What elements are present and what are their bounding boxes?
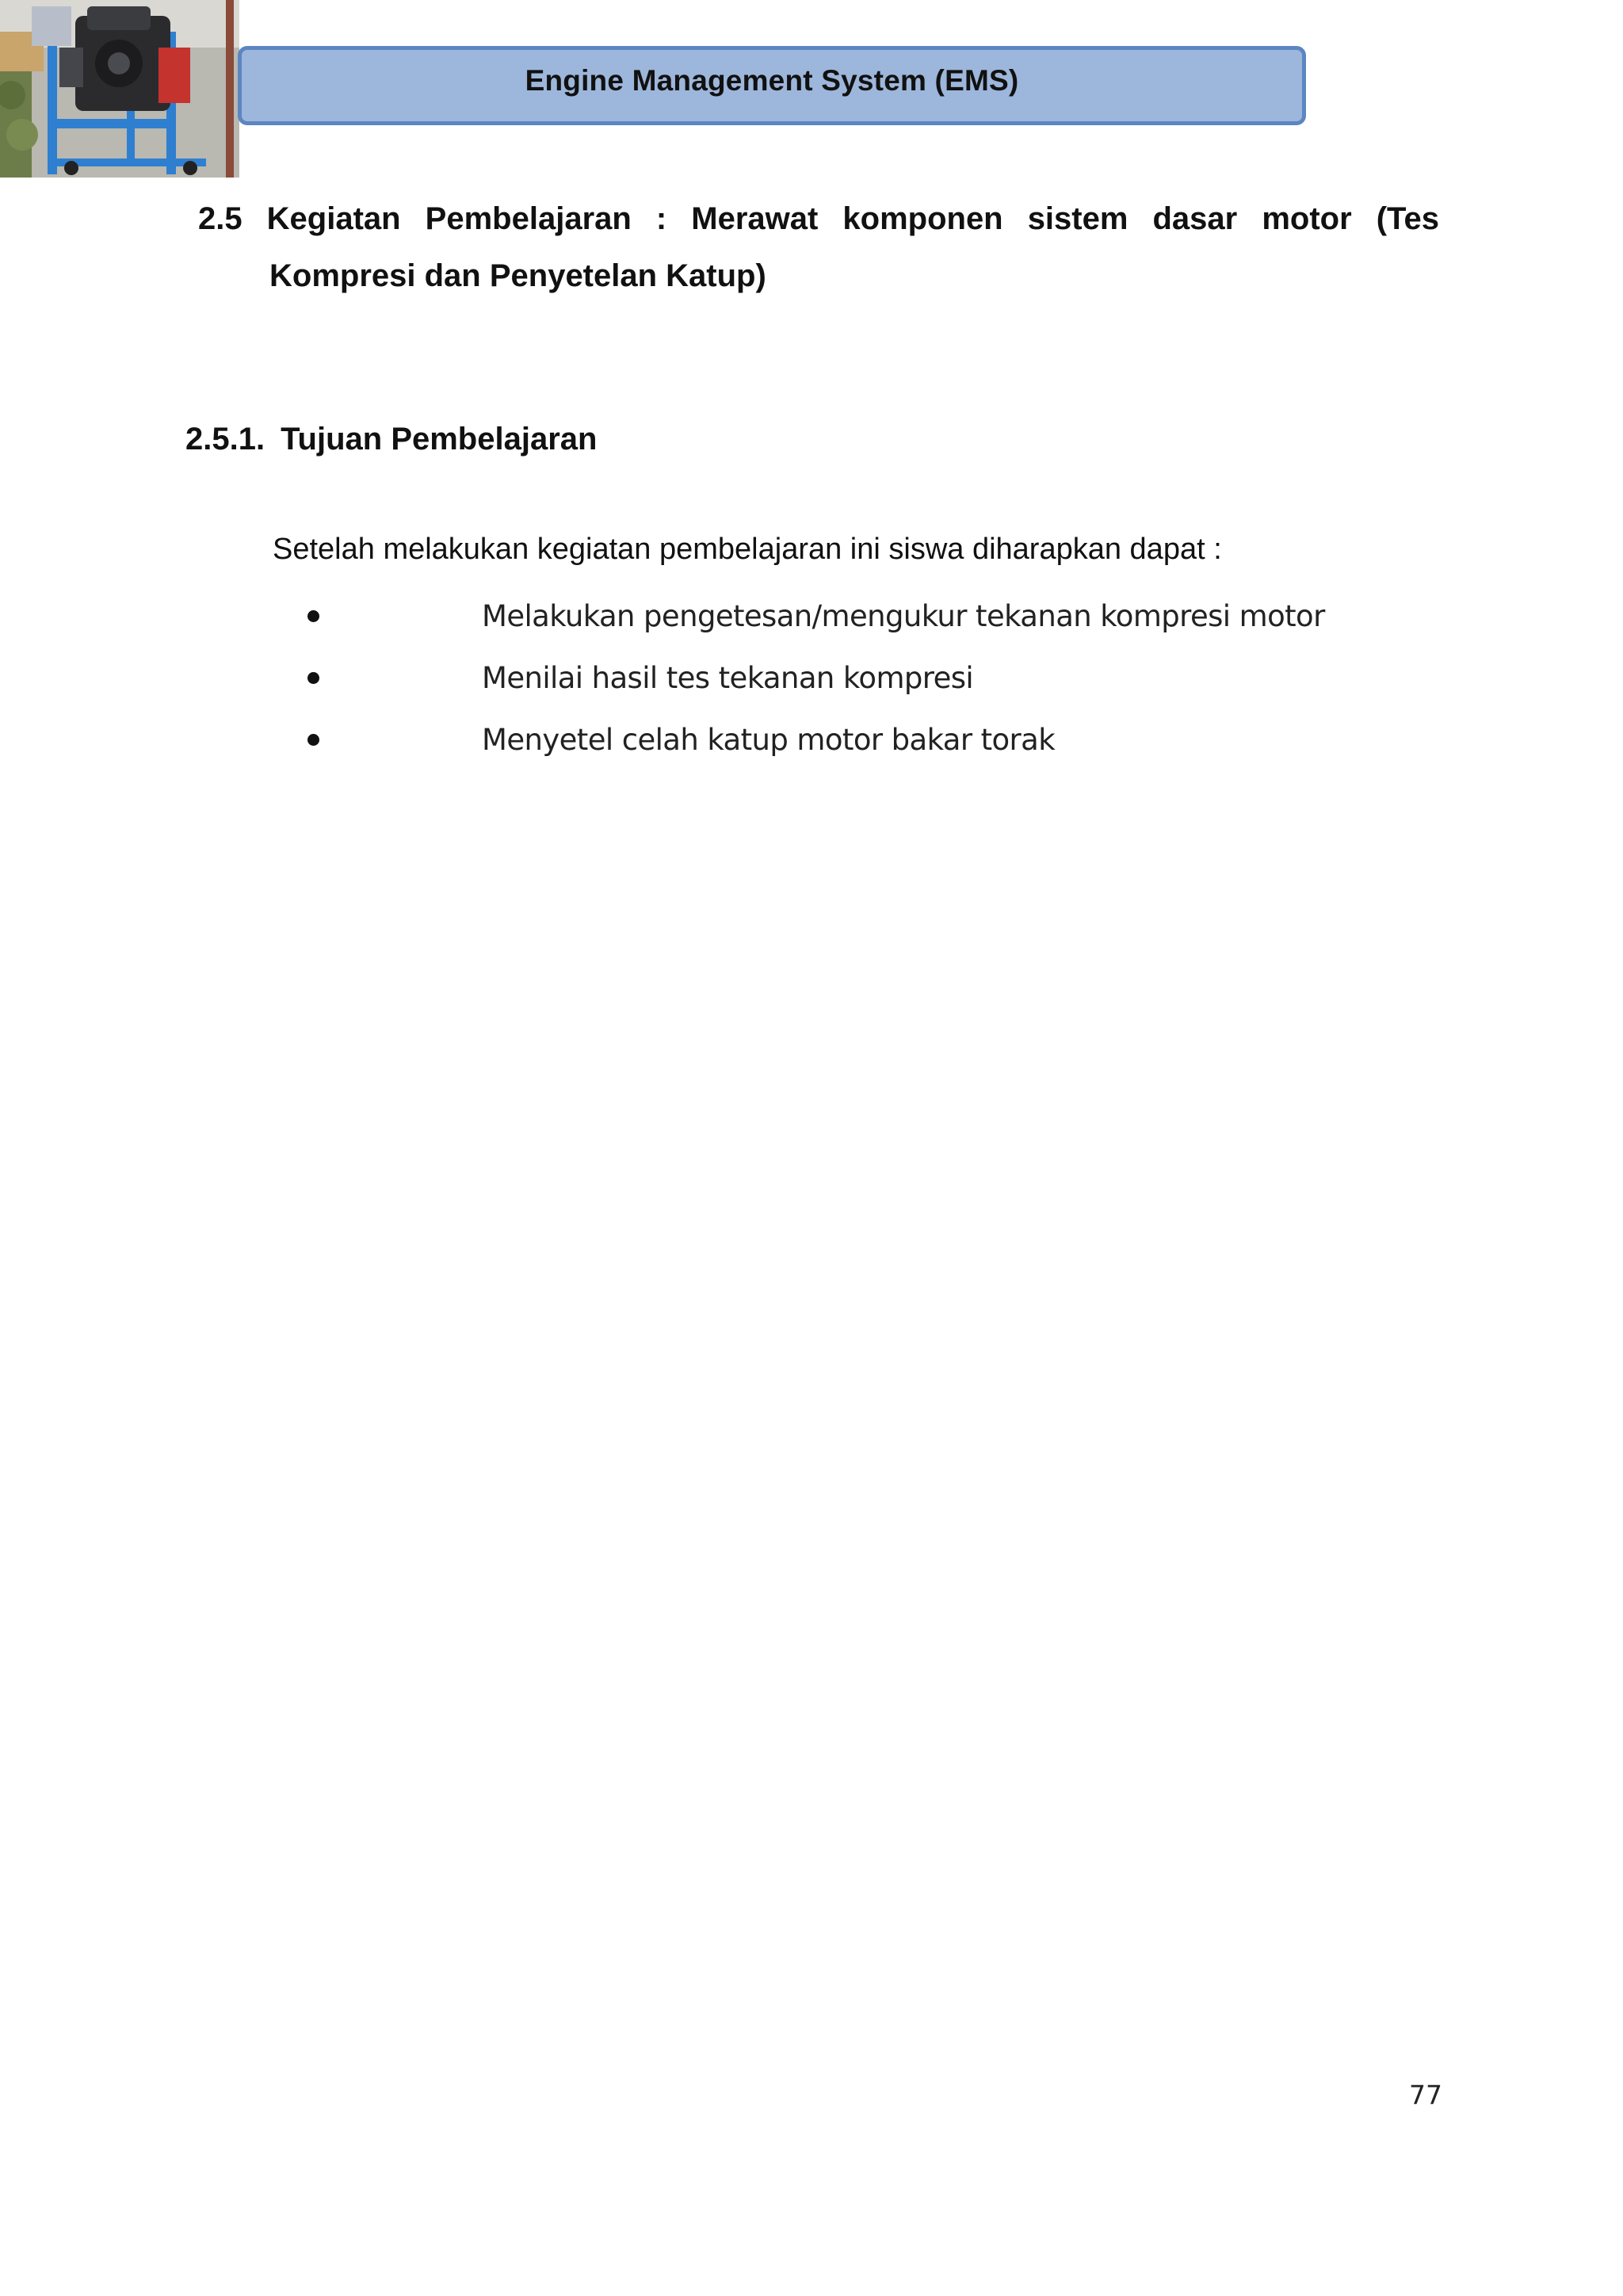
- list-item: [307, 585, 1325, 647]
- objectives-list: [307, 585, 1325, 770]
- heading-word: :: [655, 201, 667, 236]
- subsection-number: 2.5.1.: [185, 422, 265, 457]
- header-banner: [238, 46, 1306, 125]
- objective-text: Menilai hasil tes tekanan kompresi: [482, 660, 974, 695]
- subsection-heading: [185, 422, 597, 457]
- list-item: [307, 647, 1325, 709]
- objective-text: Menyetel celah katup motor bakar torak: [482, 722, 1056, 757]
- heading-word: (Tes: [1376, 201, 1439, 236]
- section-heading-line2: Kompresi dan Penyetelan Katup): [269, 258, 766, 293]
- section-heading-line1: [198, 190, 1439, 247]
- bullet-icon: [307, 610, 319, 622]
- list-item: [307, 709, 1325, 770]
- engine-trainer-image: [0, 0, 239, 178]
- heading-word: dasar: [1152, 201, 1238, 236]
- bullet-icon: [307, 672, 319, 684]
- header-title: Engine Management System (EMS): [525, 64, 1019, 97]
- heading-word: motor: [1262, 201, 1352, 236]
- heading-word: Pembelajaran: [425, 201, 632, 236]
- subsection-title: Tujuan Pembelajaran: [281, 422, 598, 457]
- page-number: 77: [1409, 2080, 1442, 2111]
- heading-word: Merawat: [691, 201, 819, 236]
- heading-word: sistem: [1027, 201, 1128, 236]
- bullet-icon: [307, 734, 319, 746]
- heading-word: Kegiatan: [266, 201, 401, 236]
- heading-word: 2.5: [198, 201, 242, 236]
- section-heading: [198, 190, 1439, 304]
- intro-paragraph: Setelah melakukan kegiatan pembelajaran ini siswa diharapkan dapat :: [273, 533, 1222, 566]
- objective-text: Melakukan pengetesan/mengukur tekanan kompresi motor: [482, 598, 1325, 633]
- header-photo: [0, 0, 239, 178]
- heading-word: komponen: [842, 201, 1003, 236]
